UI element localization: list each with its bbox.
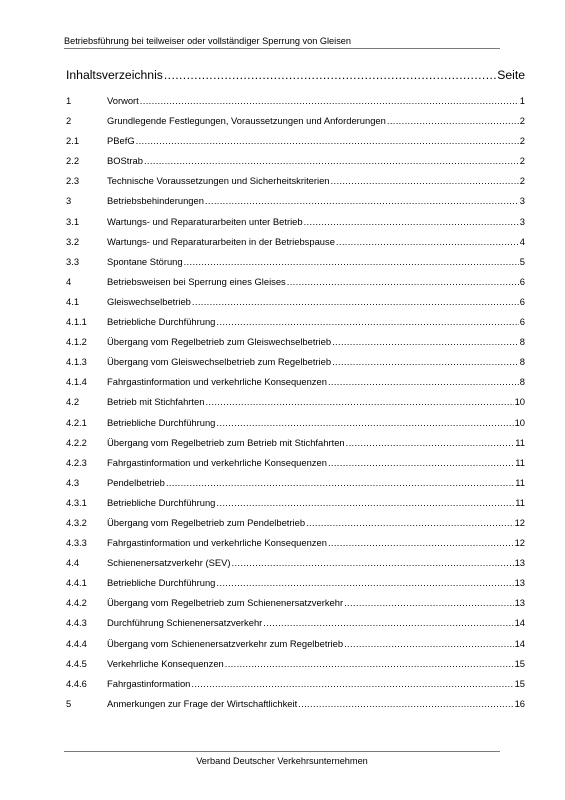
footer-organization: Verband Deutscher Verkehrsunternehmen bbox=[196, 756, 368, 766]
toc-entry-page: 11 bbox=[515, 456, 525, 468]
toc-entry[interactable] bbox=[66, 416, 525, 436]
toc-entry-page: 12 bbox=[514, 537, 525, 549]
toc-entry-leader bbox=[136, 134, 519, 147]
toc-entry-leader bbox=[306, 516, 514, 529]
toc-entry-page: 13 bbox=[514, 597, 525, 609]
toc-entry-page: 13 bbox=[514, 557, 525, 569]
toc-entry-number: 4.4 bbox=[66, 557, 80, 569]
toc-entry-title: Durchführung Schienenersatzverkehr bbox=[107, 617, 263, 629]
toc-entry-leader bbox=[166, 476, 514, 489]
toc-entry-page: 2 bbox=[519, 135, 525, 147]
toc-entry-leader bbox=[328, 536, 514, 549]
toc-entry-number: 4.2.3 bbox=[66, 456, 87, 468]
toc-entry-leader bbox=[332, 335, 519, 348]
toc-entry[interactable] bbox=[66, 235, 525, 255]
toc-entry-leader bbox=[346, 436, 515, 449]
toc-entry[interactable] bbox=[66, 194, 525, 214]
toc-entry-number: 4.1.3 bbox=[66, 356, 87, 368]
toc-entry-title: Gleiswechselbetrieb bbox=[107, 295, 191, 307]
toc-entry-page: 4 bbox=[519, 235, 525, 247]
toc-entry-title: Betriebliche Durchführung bbox=[107, 416, 216, 428]
toc-entry-leader bbox=[216, 315, 518, 328]
toc-entry[interactable] bbox=[66, 315, 525, 335]
toc-entry-page: 15 bbox=[514, 677, 525, 689]
toc-entry-leader bbox=[331, 174, 519, 187]
toc-entry-page: 11 bbox=[515, 436, 525, 448]
toc-entry-title: Betriebliche Durchführung bbox=[107, 577, 216, 589]
toc-entry-leader bbox=[216, 416, 513, 429]
toc-entry-number: 4.3.3 bbox=[66, 537, 87, 549]
toc-list bbox=[66, 94, 525, 717]
toc-entry-number: 1 bbox=[66, 95, 72, 106]
toc-entry-number: 4.4.3 bbox=[66, 617, 87, 629]
toc-entry-number: 2.3 bbox=[66, 175, 80, 187]
toc-entry-leader bbox=[263, 616, 513, 629]
toc-entry-number: 4.3 bbox=[66, 476, 80, 488]
toc-entry-title: Anmerkungen zur Frage der Wirtschaftlichkeit bbox=[107, 697, 298, 709]
toc-entry[interactable] bbox=[66, 657, 525, 677]
toc-entry-leader bbox=[304, 215, 519, 228]
toc-entry[interactable] bbox=[66, 476, 525, 496]
toc-entry-title: Übergang vom Schienenersatzverkehr zum Regelbetrieb bbox=[107, 637, 344, 649]
toc-entry-title: Spontane Störung bbox=[107, 255, 183, 267]
toc-entry-page: 5 bbox=[519, 255, 525, 267]
toc-entry-title: Technische Voraussetzungen und Sicherheitskriterien bbox=[107, 175, 330, 187]
toc-entry-leader bbox=[328, 456, 514, 469]
toc-entry-title: Betriebsweisen bei Sperrung eines Gleises bbox=[107, 275, 286, 287]
toc-entry-page: 6 bbox=[519, 275, 525, 287]
toc-entry-title: Fahrgastinformation und verkehrliche Konsequenzen bbox=[107, 537, 327, 549]
toc-entry-page: 12 bbox=[514, 516, 525, 528]
toc-page-heading: Seite bbox=[497, 68, 525, 82]
toc-entry-title: PBefG bbox=[107, 135, 135, 147]
toc-entry-page: 8 bbox=[519, 356, 525, 368]
toc-entry-number: 4.1.4 bbox=[66, 376, 87, 388]
toc-entry-number: 2 bbox=[66, 115, 72, 127]
toc-entry-number: 4.1.1 bbox=[66, 316, 87, 328]
toc-entry[interactable] bbox=[66, 496, 525, 516]
toc-entry-number: 4.4.5 bbox=[66, 657, 87, 669]
toc-entry-leader bbox=[232, 556, 514, 569]
toc-entry-number: 4.4.1 bbox=[66, 577, 87, 589]
toc-entry-page: 10 bbox=[514, 416, 525, 428]
toc-entry-leader bbox=[344, 637, 514, 650]
toc-entry-leader bbox=[216, 496, 514, 509]
toc-entry-leader bbox=[205, 194, 519, 207]
toc-entry-page: 8 bbox=[519, 336, 525, 348]
toc-entry-page: 6 bbox=[519, 295, 525, 307]
toc-entry-title: Fahrgastinformation und verkehrliche Konsequenzen bbox=[107, 376, 327, 388]
toc-entry-page: 2 bbox=[519, 155, 525, 167]
toc-entry-number: 2.2 bbox=[66, 155, 80, 167]
toc-entry-number: 4.3.2 bbox=[66, 516, 87, 528]
toc-entry[interactable] bbox=[66, 154, 525, 174]
toc-entry-page: 3 bbox=[519, 195, 525, 207]
toc-entry[interactable] bbox=[66, 616, 525, 636]
toc-entry-leader bbox=[205, 395, 513, 408]
toc-entry[interactable] bbox=[66, 295, 525, 315]
toc-entry[interactable] bbox=[66, 114, 525, 134]
toc-entry-page: 1 bbox=[519, 95, 525, 106]
toc-entry-number: 4.3.1 bbox=[66, 496, 87, 508]
toc-entry[interactable] bbox=[66, 637, 525, 657]
toc-entry-leader bbox=[144, 154, 519, 167]
toc-entry-number: 2.1 bbox=[66, 135, 80, 147]
toc-entry-number: 4.1.2 bbox=[66, 336, 87, 348]
toc-entry[interactable] bbox=[66, 456, 525, 476]
toc-entry[interactable] bbox=[66, 556, 525, 576]
toc-entry-number: 5 bbox=[66, 697, 72, 709]
toc-entry-page: 3 bbox=[519, 215, 525, 227]
toc-entry-page: 14 bbox=[514, 617, 525, 629]
toc-entry-number: 3.1 bbox=[66, 215, 80, 227]
toc-entry-page: 11 bbox=[515, 476, 525, 488]
toc-entry-number: 3.3 bbox=[66, 255, 80, 267]
running-header: Betriebsführung bei teilweiser oder vollständiger Sperrung von Gleisen bbox=[64, 36, 352, 46]
toc-entry-title: Fahrgastinformation bbox=[107, 677, 191, 689]
toc-entry-leader bbox=[387, 114, 519, 127]
toc-entry-title: Vorwort bbox=[107, 95, 139, 106]
toc-entry-title: Pendelbetrieb bbox=[107, 476, 165, 488]
toc-entry-title: Verkehrliche Konsequenzen bbox=[107, 657, 224, 669]
toc-entry-number: 3.2 bbox=[66, 235, 80, 247]
toc-entry-title: Grundlegende Festlegungen, Voraussetzungen und Anforderungen bbox=[107, 115, 386, 127]
toc-entry-number: 4.4.2 bbox=[66, 597, 87, 609]
toc-entry-title: Übergang vom Regelbetrieb zum Betrieb mit Stichfahrten bbox=[107, 436, 345, 448]
toc-entry[interactable] bbox=[66, 536, 525, 556]
toc-entry-number: 3 bbox=[66, 195, 72, 207]
toc-entry-title: Betriebsbehinderungen bbox=[107, 195, 204, 207]
toc-entry[interactable] bbox=[66, 697, 525, 717]
toc-entry[interactable] bbox=[66, 677, 525, 697]
toc-entry-page: 10 bbox=[514, 396, 525, 408]
toc-entry[interactable] bbox=[66, 134, 525, 154]
toc-entry-page: 13 bbox=[514, 577, 525, 589]
toc-entry[interactable] bbox=[66, 395, 525, 415]
toc-entry-title: Betriebliche Durchführung bbox=[107, 496, 216, 508]
toc-entry[interactable] bbox=[66, 174, 525, 194]
toc-entry-page: 6 bbox=[519, 316, 525, 328]
toc-entry-title: BOStrab bbox=[107, 155, 143, 167]
toc-entry-page: 11 bbox=[515, 496, 525, 508]
toc-entry[interactable] bbox=[66, 576, 525, 596]
toc-entry-page: 2 bbox=[519, 175, 525, 187]
toc-heading-leader bbox=[164, 67, 496, 83]
toc-entry-number: 4.4.4 bbox=[66, 637, 87, 649]
toc-entry-leader bbox=[298, 697, 513, 710]
header-rule bbox=[64, 48, 500, 49]
toc-entry-leader bbox=[328, 375, 519, 388]
toc-entry-leader bbox=[140, 94, 519, 107]
toc-entry-title: Fahrgastinformation und verkehrliche Konsequenzen bbox=[107, 456, 327, 468]
toc-entry-leader bbox=[344, 596, 514, 609]
toc-entry-title: Schienenersatzverkehr (SEV) bbox=[107, 557, 231, 569]
toc-heading: Inhaltsverzeichnis bbox=[66, 68, 163, 82]
toc-entry[interactable] bbox=[66, 215, 525, 235]
toc-entry-title: Übergang vom Gleiswechselbetrieb zum Regelbetrieb bbox=[107, 356, 332, 368]
footer-rule bbox=[64, 751, 500, 752]
toc-entry[interactable] bbox=[66, 436, 525, 456]
toc-entry-title: Betrieb mit Stichfahrten bbox=[107, 396, 205, 408]
toc-entry-leader bbox=[191, 677, 513, 690]
toc-entry[interactable] bbox=[66, 355, 525, 375]
toc-entry-title: Übergang vom Regelbetrieb zum Schienenersatzverkehr bbox=[107, 597, 344, 609]
toc-entry[interactable] bbox=[66, 275, 525, 295]
toc-entry[interactable] bbox=[66, 596, 525, 616]
toc-entry-leader bbox=[332, 355, 519, 368]
toc-entry-leader bbox=[287, 275, 519, 288]
toc-heading-row bbox=[66, 67, 525, 83]
toc-entry-number: 4.1 bbox=[66, 295, 80, 307]
toc-entry-leader bbox=[225, 657, 514, 670]
toc-entry[interactable] bbox=[66, 255, 525, 275]
toc-entry-title: Betriebliche Durchführung bbox=[107, 316, 216, 328]
toc-entry-title: Übergang vom Regelbetrieb zum Gleiswechselbetrieb bbox=[107, 336, 332, 348]
toc-entry[interactable] bbox=[66, 516, 525, 536]
toc-entry-leader bbox=[336, 235, 519, 248]
toc-entry-number: 4.2.2 bbox=[66, 436, 87, 448]
toc-entry-page: 8 bbox=[519, 376, 525, 388]
toc-entry-leader bbox=[216, 576, 513, 589]
toc-entry-number: 4.4.6 bbox=[66, 677, 87, 689]
toc-entry-page: 15 bbox=[514, 657, 525, 669]
toc-entry-leader bbox=[184, 255, 519, 268]
toc-entry-page: 14 bbox=[514, 637, 525, 649]
toc-entry[interactable] bbox=[66, 375, 525, 395]
toc-entry-number: 4.2.1 bbox=[66, 416, 87, 428]
toc-entry-title: Wartungs- und Reparaturarbeiten unter Betrieb bbox=[107, 215, 303, 227]
toc-entry[interactable] bbox=[66, 335, 525, 355]
toc-entry-number: 4 bbox=[66, 275, 72, 287]
toc-entry[interactable] bbox=[66, 94, 525, 114]
toc-entry-leader bbox=[192, 295, 519, 308]
toc-entry-page: 16 bbox=[514, 697, 525, 709]
toc-entry-page: 2 bbox=[519, 115, 525, 127]
toc-entry-title: Wartungs- und Reparaturarbeiten in der Betriebspause bbox=[107, 235, 335, 247]
toc-entry-title: Übergang vom Regelbetrieb zum Pendelbetrieb bbox=[107, 516, 306, 528]
toc-entry-number: 4.2 bbox=[66, 396, 80, 408]
